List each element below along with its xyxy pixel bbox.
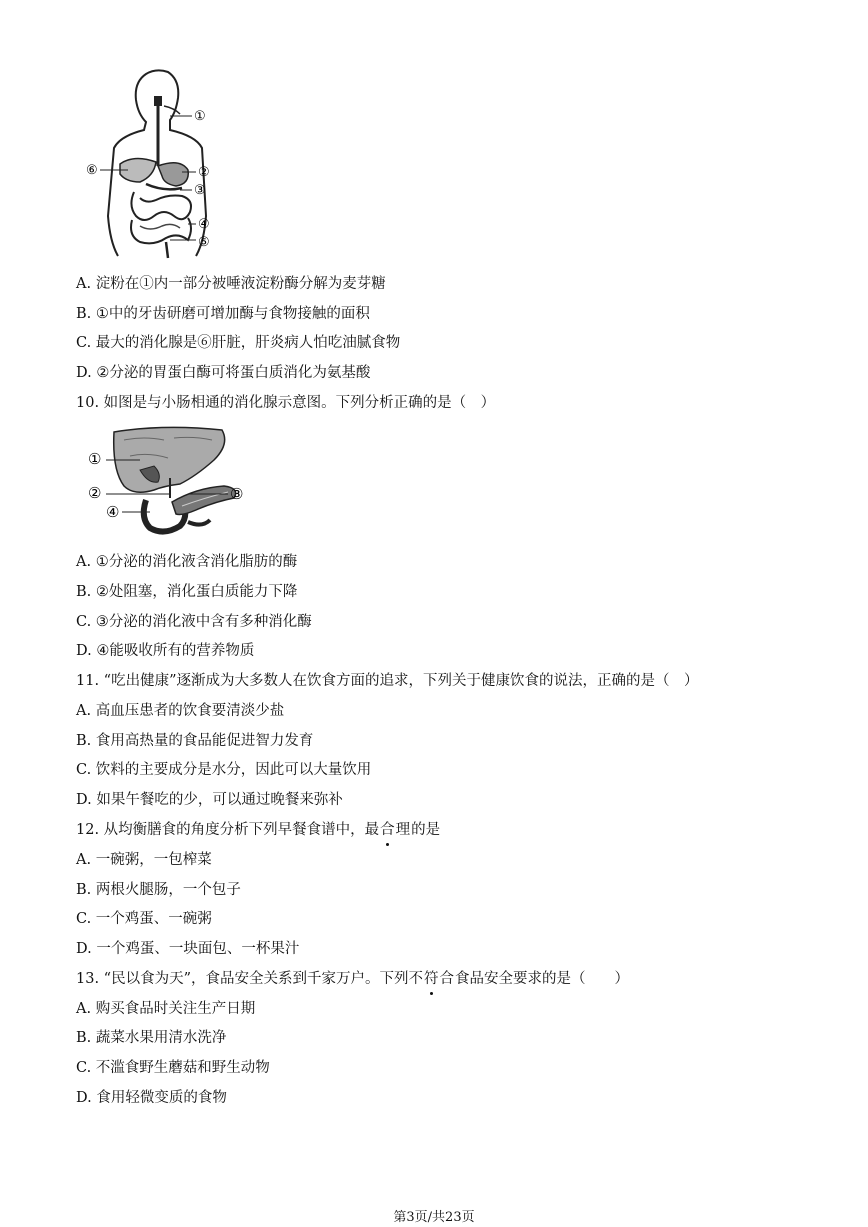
page-number-footer: 第3页/共23页 (393, 1210, 475, 1225)
q10-option-a: A. ①分泌的消化液含消化脂肪的酶 (76, 554, 298, 570)
fig1-label-4: ④ (198, 217, 210, 232)
q13-option-c: C. 不滥食野生蘑菇和野生动物 (76, 1060, 270, 1076)
q13-stem-before: 13. “民以食为天”，食品安全关系到千家万户。下列 (76, 971, 409, 987)
q9-option-a: A. 淀粉在①内一部分被唾液淀粉酶分解为麦芽糖 (76, 276, 386, 292)
digestive-glands-figure (84, 426, 250, 544)
fig1-label-1: ① (194, 109, 206, 124)
fig2-label-4: ④ (106, 503, 120, 521)
fig1-label-3: ③ (194, 183, 206, 198)
q9-option-c: C. 最大的消化腺是⑥肝脏，肝炎病人怕吃油腻食物 (76, 335, 401, 351)
q13-option-a: A. 购买食品时关注生产日期 (76, 1001, 256, 1017)
q12-option-a: A. 一碗粥，一包榨菜 (76, 852, 212, 868)
q10-option-d: D. ④能吸收所有的营养物质 (76, 643, 255, 659)
fig2-label-2: ② (88, 484, 102, 502)
q13-stem-emphasis: 不符合 (408, 971, 455, 987)
digestive-system-figure (84, 66, 234, 262)
fig1-label-6: ⑥ (86, 163, 98, 178)
fig2-label-3: ③ (230, 485, 244, 503)
fig1-label-2: ② (198, 165, 210, 180)
q11-stem: 11. “吃出健康”逐渐成为大多数人在饮食方面的追求，下列关于健康饮食的说法，正确的是（ ） (76, 673, 699, 689)
q13-stem (76, 969, 629, 989)
q12-stem-after: 的是 (411, 822, 441, 838)
q12-option-c: C. 一个鸡蛋、一碗粥 (76, 911, 212, 927)
q11-option-a: A. 高血压患者的饮食要清淡少盐 (76, 703, 285, 719)
q9-option-d: D. ②分泌的胃蛋白酶可将蛋白质消化为氨基酸 (76, 365, 371, 381)
q13-option-b: B. 蔬菜水果用清水洗净 (76, 1030, 227, 1046)
q12-stem-emphasis: 最合理 (364, 822, 412, 838)
q12-stem (76, 820, 440, 840)
q10-option-b: B. ②处阻塞，消化蛋白质能力下降 (76, 584, 298, 600)
fig2-label-1: ① (88, 450, 102, 468)
fig1-label-5: ⑤ (198, 235, 210, 250)
q10-stem: 10. 如图是与小肠相通的消化腺示意图。下列分析正确的是（ ） (76, 395, 496, 411)
q11-option-b: B. 食用高热量的食品能促进智力发育 (76, 733, 314, 749)
q12-stem-before: 12. 从均衡膳食的角度分析下列早餐食谱中， (76, 822, 365, 838)
q12-option-d: D. 一个鸡蛋、一块面包、一杯果汁 (76, 941, 300, 957)
q9-option-b: B. ①中的牙齿研磨可增加酶与食物接触的面积 (76, 306, 370, 322)
q11-option-d: D. 如果午餐吃的少，可以通过晚餐来弥补 (76, 792, 343, 808)
q12-option-b: B. 两根火腿肠，一个包子 (76, 882, 241, 898)
q13-option-d: D. 食用轻微变质的食物 (76, 1090, 227, 1106)
q13-stem-after: 食品安全要求的是（ ） (455, 971, 629, 987)
q10-option-c: C. ③分泌的消化液中含有多种消化酶 (76, 614, 312, 630)
q11-option-c: C. 饮料的主要成分是水分，因此可以大量饮用 (76, 762, 372, 778)
